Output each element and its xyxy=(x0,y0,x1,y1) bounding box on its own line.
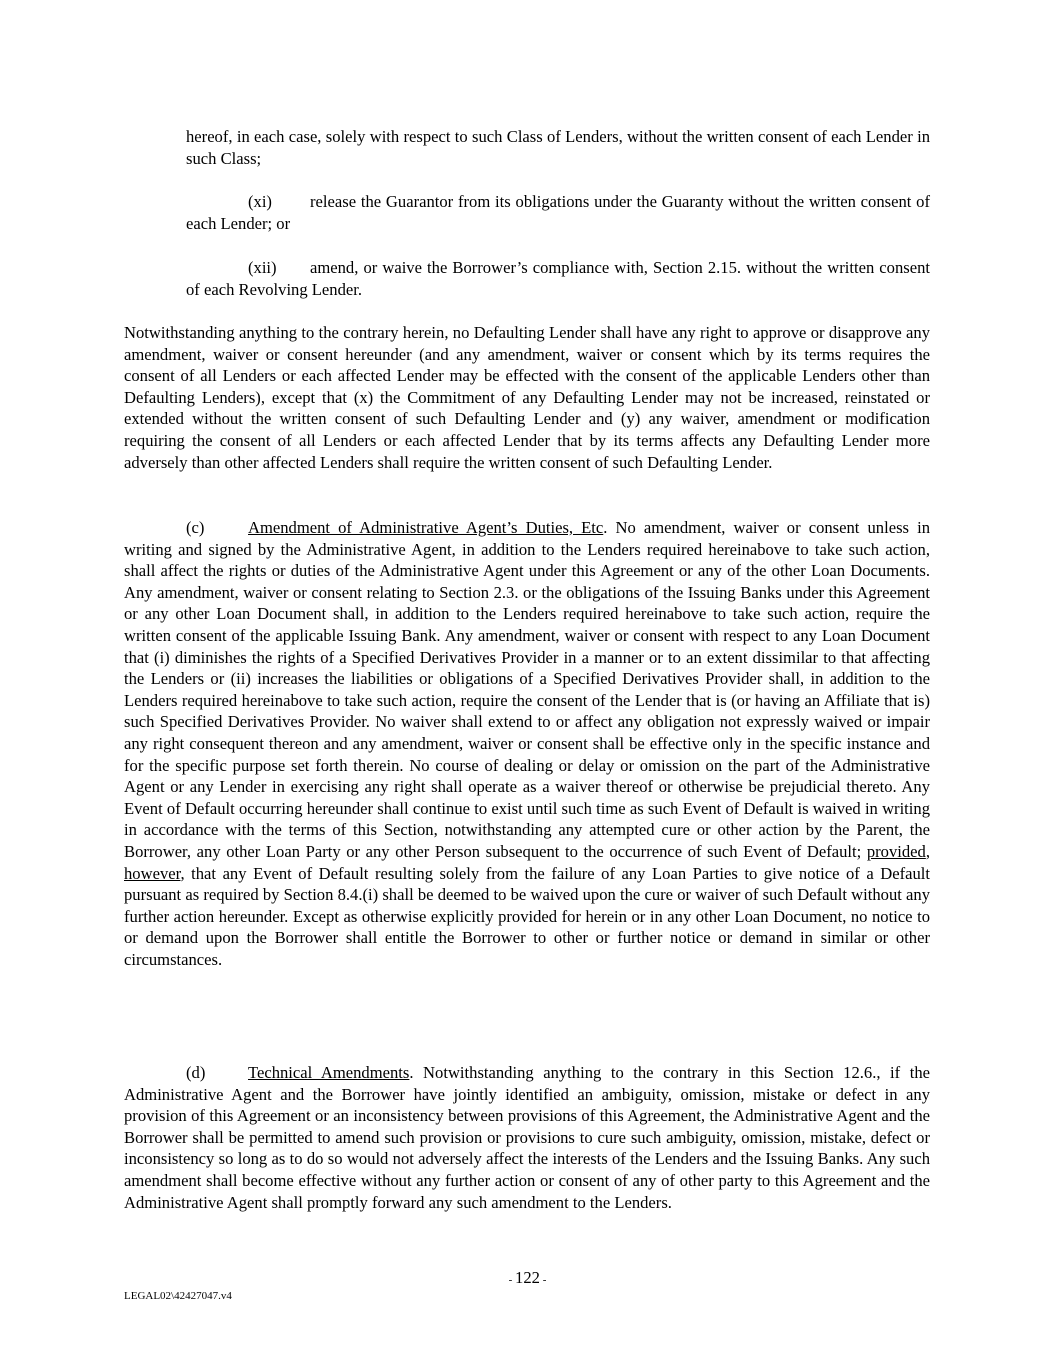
page-number-dash-left: - xyxy=(508,1274,516,1286)
clause-xi-number: (xi) xyxy=(248,192,272,211)
defaulting-lender-text: Notwithstanding anything to the contrary herein, no Defaulting Lender shall have any right to approve or disapprove any amendment, waiver or consent hereunder (and any amendment, waiver or consent which by its terms requires the consent of all Lenders or each affected Lender may be effected with the consent of the applicable Lenders other than Defaulting Lenders), except that (x) the Commitment of any Defaulting Lender may not be increased, reinstated or extended without the written consent of such Defaulting Lender and (y) any waiver, amendment or modification requiring the consent of all Lenders or each affected Lender that by its terms affects any Defaulting Lender more adversely than other affected Lenders shall require the written consent of such Defaulting Lender. xyxy=(124,323,930,472)
clause-xi xyxy=(186,191,930,234)
page-number-dash-right: - xyxy=(539,1274,547,1286)
clause-xii-text: amend, or waive the Borrower’s compliance with, Section 2.15. without the written consent of each Revolving Lender. xyxy=(186,258,930,299)
document-id: LEGAL02\42427047.v4 xyxy=(124,1290,232,1302)
section-d-text: . Notwithstanding anything to the contrary in this Section 12.6., if the Administrative Agent and the Borrower have jointly identified an ambiguity, omission, mistake or defect in any provision of this Agreement or an inconsistency between provisions of this Agreement, the Administrative Agent and the Borrower shall be permitted to amend such provision or provisions to cure such ambiguity, omission, mistake, defect or inconsistency so long as to do so would not adversely affect the interests of the Lenders and the Issuing Banks. Any such amendment shall become effective without any further action or consent of any of other party to this Agreement and the Administrative Agent shall promptly forward any such amendment to the Lenders. xyxy=(124,1063,930,1212)
section-d-heading: Technical Amendments xyxy=(248,1063,410,1082)
provided-comma: , xyxy=(925,841,930,861)
section-d-paragraph xyxy=(124,1062,930,1213)
clause-x-continuation xyxy=(186,126,930,169)
section-c-paragraph xyxy=(124,517,930,970)
defaulting-lender-paragraph xyxy=(124,322,930,473)
clause-xi-text: release the Guarantor from its obligations under the Guaranty without the written consent of each Lender; or xyxy=(186,192,930,233)
clause-xii-number: (xii) xyxy=(248,258,277,277)
clause-x-continuation-text: hereof, in each case, solely with respect to such Class of Lenders, without the written consent of each Lender in such Class; xyxy=(186,127,930,168)
section-c-text-1: . No amendment, waiver or consent unless in writing and signed by the Administrative Agent, in addition to the Lenders required hereinabove to take such action, shall affect the rights or duties of the Administrative Agent under this Agreement or any of the other Loan Documents. Any amendment, waiver or consent relating to Section 2.3. or the obligations of the Issuing Banks under this Agreement or any other Loan Document shall, in addition to the Lenders required hereinabove to take such action, require the written consent of the applicable Issuing Bank. Any amendment, waiver or consent with respect to any Loan Document that (i) diminishes the rights of a Specified Derivatives Provider in a manner or to an extent dissimilar to that affecting the Lenders or (ii) increases the liabilities or obligations of a Specified Derivatives Provider shall, in addition to the Lenders required hereinabove to take such action, require the consent of the Lender that is (or having an Affiliate that is) such Specified Derivatives Provider. No waiver shall extend to or affect any obligation not expressly waived or impair any right consequent thereon and any amendment, waiver or consent shall be effective only in the specific instance and for the specific purpose set forth therein. No course of dealing or delay or omission on the part of the Administrative Agent or any Lender in exercising any right shall operate as a waiver thereof or otherwise be prejudicial thereto. Any Event of Default occurring hereunder shall continue to exist until such time as such Event of Default is waived in writing in accordance with the terms of this Section, notwithstanding any attempted cure or other action by the Parent, the Borrower, any other Loan Party or any other Person subsequent to the occurrence of such Event of Default; xyxy=(124,518,930,861)
section-c-heading: Amendment of Administrative Agent’s Duties, Etc xyxy=(248,518,604,537)
provided-term: provided xyxy=(866,841,926,861)
clause-xii xyxy=(186,257,930,300)
however-term: however xyxy=(124,863,181,883)
page-number xyxy=(0,1268,1055,1290)
page-number-value: 122 xyxy=(515,1268,540,1287)
section-c-label: (c) xyxy=(186,518,205,537)
section-d-label: (d) xyxy=(186,1063,206,1082)
section-c-text-2: , that any Event of Default resulting solely from the failure of any Loan Parties to give notice of a Default pursuant as required by Section 8.4.(i) shall be deemed to be waived upon the cure or waiver of such Default without any further action hereunder. Except as otherwise explicitly provided for herein or in any other Loan Document, no notice to or demand upon the Borrower shall entitle the Borrower to other or further notice or demand in similar or other circumstances. xyxy=(124,863,930,969)
